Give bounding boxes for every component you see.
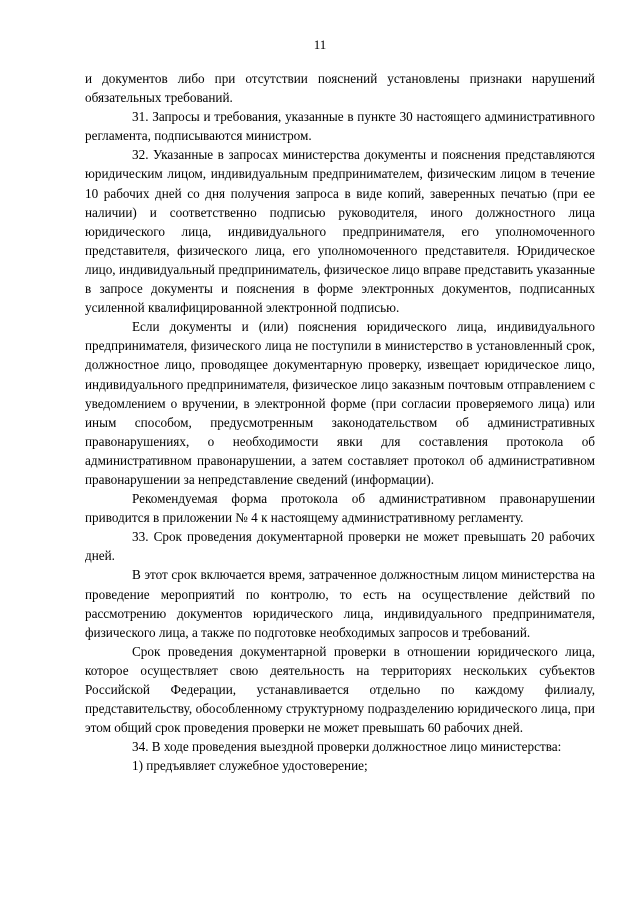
document-body bbox=[85, 69, 595, 775]
paragraph-continuation: и документов либо при отсутствии пояснений установлены признаки нарушений обязательных требований. bbox=[85, 71, 595, 106]
paragraph-33-branches: Срок проведения документарной проверки в отношении юридического лица, которое осуществляет свою деятельность на территориях нескольких субъектов Российской Федерации, устанавливается отдельно по каждому филиалу, представительству, обособленному структурному подразделению юридического лица, при этом общий срок проведения проверки не может превышать 60 рабочих дней. bbox=[85, 643, 595, 736]
paragraph-32-missing-documents: Если документы и (или) пояснения юридического лица, индивидуального предпринимателя, физического лица не поступили в министерство в установленный срок, должностное лицо, проводящее документарную проверку, извещает юридическое лицо, индивидуального предпринимателя, физическое лицо заказным почтовым отправлением с уведомлением о вручении, в электронной форме (при согласии проверяемого лица) или иным способом, предусмотренным законодательством об административных правонарушениях, о необходимости явки для составления протокола об административном правонарушении, а затем составляет протокол об административном правонарушении за непредставление сведений (информации). bbox=[85, 319, 595, 487]
paragraph-33-included-time: В этот срок включается время, затраченное должностным лицом министерства на проведение мероприятий по контролю, то есть на осуществление действий по рассмотрению документов юридического лица, индивидуального предпринимателя, физического лица, а также по подготовке необходимых запросов и требований. bbox=[85, 567, 595, 640]
page-number: 11 bbox=[313, 37, 327, 52]
paragraph-31: 31. Запросы и требования, указанные в пункте 30 настоящего административного регламента, подписываются министром. bbox=[85, 109, 595, 144]
paragraph-33: 33. Срок проведения документарной проверки не может превышать 20 рабочих дней. bbox=[85, 529, 595, 564]
paragraph-34-item-1: 1) предъявляет служебное удостоверение; bbox=[132, 758, 368, 774]
paragraph-34: 34. В ходе проведения выездной проверки должностное лицо министерства: bbox=[132, 739, 562, 755]
paragraph-32-protocol-form: Рекомендуемая форма протокола об административном правонарушении приводится в приложении № 4 к настоящему административному регламенту. bbox=[85, 491, 595, 526]
paragraph-32: 32. Указанные в запросах министерства документы и пояснения представляются юридическим лицом, индивидуальным предпринимателем, физическим лицом в течение 10 рабочих дней со дня получения запроса в виде копий, заверенных печатью (при ее наличии) и соответственно подписью руководителя, иного должностного лица юридического лица, индивидуального предпринимателя, его уполномоченного представителя, физического лица, его уполномоченного представителя. Юридическое лицо, индивидуальный предприниматель, физическое лицо вправе представить указанные в запросе документы и пояснения в форме электронных документов, подписанных усиленной квалифицированной электронной подписью. bbox=[85, 147, 595, 316]
